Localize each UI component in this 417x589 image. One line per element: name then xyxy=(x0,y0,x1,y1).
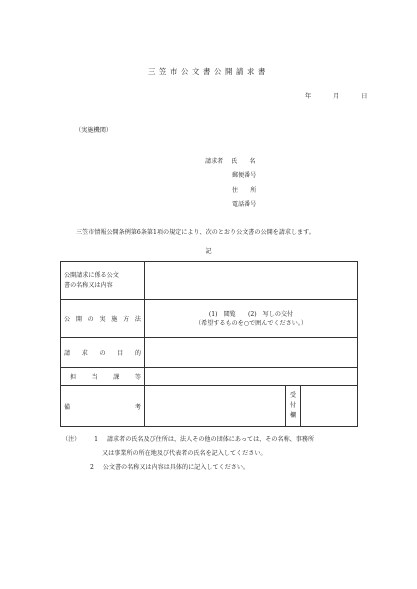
request-form-table xyxy=(60,261,358,427)
method-options: (1) 閲覧 (2) 写しの交付 xyxy=(208,310,294,318)
purpose-field[interactable] xyxy=(145,338,358,368)
note-1-text: 請求者の氏名及び住所は、法人その他の団体にあっては、その名称、事務所 xyxy=(106,436,315,443)
notes-prefix: （注） xyxy=(62,436,81,443)
remarks-label: 備 考 xyxy=(61,386,145,427)
row-department xyxy=(61,368,358,386)
department-label: 担 当 課 等 xyxy=(61,368,145,386)
row-purpose xyxy=(61,338,358,368)
row-method xyxy=(61,300,358,338)
document-name-label: 公開請求に係る公文 書の名称又は内容 xyxy=(61,262,145,300)
note-2-text: 公文書の名称又は内容は具体的に記入してください。 xyxy=(102,464,250,471)
note-1-number: 1 xyxy=(94,436,99,443)
requester-name-row xyxy=(205,156,256,165)
note-1-continuation: 又は事業所の所在地及び代表者の氏名を記入してください。 xyxy=(102,450,267,457)
notes xyxy=(62,433,314,475)
date-fields xyxy=(305,91,367,100)
document-name-field[interactable] xyxy=(145,262,358,300)
requester-name-label: 氏 名 xyxy=(231,158,256,165)
document-title: 三笠市公文書公開請求書 xyxy=(148,67,269,76)
row-document-name xyxy=(61,262,358,300)
uketsuke-field[interactable] xyxy=(301,386,357,426)
remarks-field[interactable] xyxy=(145,386,286,426)
ki-heading: 記 xyxy=(205,248,212,255)
department-field[interactable] xyxy=(145,368,358,386)
method-hint: （希望するものを○で囲んでください。） xyxy=(195,319,307,327)
date-month: 月 xyxy=(333,93,340,100)
requester-address-label: 住 所 xyxy=(232,187,257,194)
row-remarks xyxy=(61,386,358,427)
note-2-number: 2 xyxy=(90,464,94,471)
requester-postal-label: 郵便番号 xyxy=(232,172,257,179)
date-year: 年 xyxy=(305,93,312,100)
requester-phone-label: 電話番号 xyxy=(232,201,257,208)
recipient-agency: （実施機関） xyxy=(75,127,113,134)
method-label: 公 開 の 実 施 方 法 xyxy=(61,300,145,338)
request-statement: 三笠市情報公開条例第6条第1項の規定により、次のとおり公文書の公開を請求します。 xyxy=(76,229,315,236)
purpose-label: 請 求 の 目 的 xyxy=(61,338,145,368)
requester-label: 請求者 xyxy=(205,158,224,165)
method-field[interactable] xyxy=(145,300,358,338)
date-day: 日 xyxy=(361,93,368,100)
uketsuke-label: 受 付 欄 xyxy=(286,386,301,426)
